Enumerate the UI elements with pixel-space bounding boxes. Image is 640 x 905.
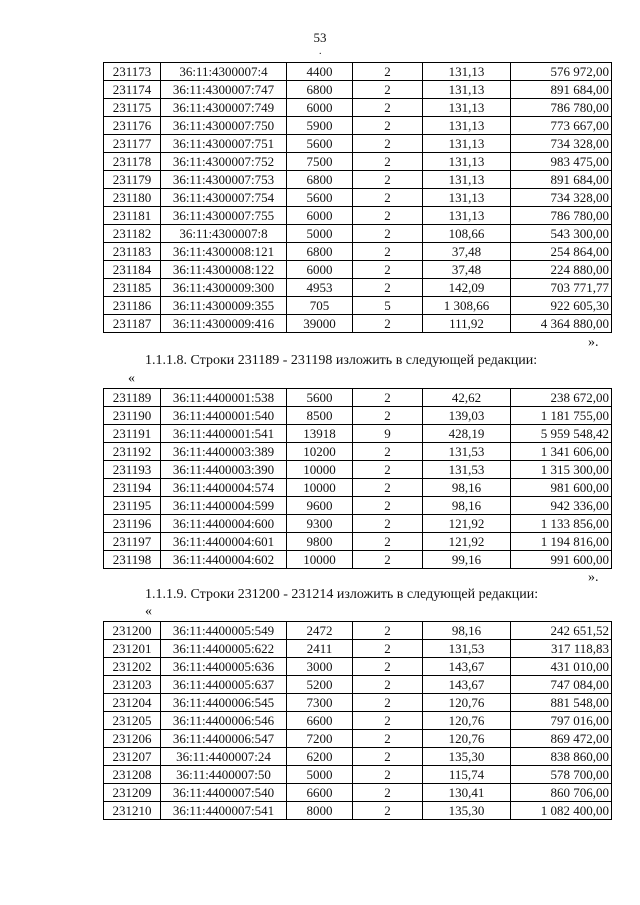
rate-cell: 131,13 [423, 153, 511, 171]
value-cell: 1 315 300,00 [511, 461, 612, 479]
cadastral-number-cell: 36:11:4400007:541 [161, 802, 287, 820]
code-cell: 2 [353, 676, 423, 694]
value-cell: 578 700,00 [511, 766, 612, 784]
cadastral-number-cell: 36:11:4400005:622 [161, 640, 287, 658]
cadastral-number-cell: 36:11:4300007:4 [161, 63, 287, 81]
code-cell: 2 [353, 766, 423, 784]
table-row [104, 622, 612, 640]
cadastral-number-cell: 36:11:4400005:637 [161, 676, 287, 694]
row-number-cell: 231201 [104, 640, 161, 658]
opening-quote: « [128, 371, 135, 386]
rate-cell: 121,92 [423, 533, 511, 551]
cadastral-number-cell: 36:11:4300007:750 [161, 117, 287, 135]
code-cell: 2 [353, 207, 423, 225]
row-number-cell: 231174 [104, 81, 161, 99]
rate-cell: 143,67 [423, 676, 511, 694]
cadastral-number-cell: 36:11:4400004:574 [161, 479, 287, 497]
cadastral-number-cell: 36:11:4400001:540 [161, 407, 287, 425]
cadastral-number-cell: 36:11:4400007:540 [161, 784, 287, 802]
table-row [104, 81, 612, 99]
value-cell: 881 548,00 [511, 694, 612, 712]
area-cell: 5000 [287, 225, 353, 243]
area-cell: 9300 [287, 515, 353, 533]
value-cell: 860 706,00 [511, 784, 612, 802]
rate-cell: 428,19 [423, 425, 511, 443]
paragraph-1-1-1-8: 1.1.1.8. Строки 231189 - 231198 изложить в следующей редакции: [145, 353, 538, 368]
row-number-cell: 231193 [104, 461, 161, 479]
code-cell: 5 [353, 297, 423, 315]
value-cell: 786 780,00 [511, 207, 612, 225]
rate-cell: 143,67 [423, 658, 511, 676]
area-cell: 6200 [287, 748, 353, 766]
rate-cell: 99,16 [423, 551, 511, 569]
value-cell: 786 780,00 [511, 99, 612, 117]
row-number-cell: 231178 [104, 153, 161, 171]
row-number-cell: 231195 [104, 497, 161, 515]
value-cell: 1 194 816,00 [511, 533, 612, 551]
cadastral-number-cell: 36:11:4300009:355 [161, 297, 287, 315]
cadastral-number-cell: 36:11:4400003:390 [161, 461, 287, 479]
rate-cell: 135,30 [423, 802, 511, 820]
table-row [104, 515, 612, 533]
code-cell: 2 [353, 533, 423, 551]
area-cell: 7500 [287, 153, 353, 171]
cadastral-number-cell: 36:11:4400004:600 [161, 515, 287, 533]
cadastral-number-cell: 36:11:4300007:752 [161, 153, 287, 171]
area-cell: 9600 [287, 497, 353, 515]
cadastral-number-cell: 36:11:4400006:545 [161, 694, 287, 712]
rate-cell: 120,76 [423, 730, 511, 748]
area-cell: 5600 [287, 389, 353, 407]
value-cell: 983 475,00 [511, 153, 612, 171]
code-cell: 2 [353, 243, 423, 261]
area-cell: 6800 [287, 171, 353, 189]
paragraph-1-1-1-9: 1.1.1.9. Строки 231200 - 231214 изложить в следующей редакции: [145, 587, 539, 602]
area-cell: 10200 [287, 443, 353, 461]
row-number-cell: 231179 [104, 171, 161, 189]
code-cell: 2 [353, 479, 423, 497]
code-cell: 2 [353, 802, 423, 820]
row-number-cell: 231182 [104, 225, 161, 243]
cadastral-table-2 [103, 388, 612, 569]
row-number-cell: 231189 [104, 389, 161, 407]
table-row [104, 640, 612, 658]
table-row [104, 694, 612, 712]
rate-cell: 115,74 [423, 766, 511, 784]
cadastral-number-cell: 36:11:4300007:755 [161, 207, 287, 225]
row-number-cell: 231191 [104, 425, 161, 443]
rate-cell: 131,53 [423, 443, 511, 461]
cadastral-number-cell: 36:11:4300007:754 [161, 189, 287, 207]
table-row [104, 479, 612, 497]
code-cell: 2 [353, 784, 423, 802]
rate-cell: 111,92 [423, 315, 511, 333]
rate-cell: 131,13 [423, 81, 511, 99]
row-number-cell: 231206 [104, 730, 161, 748]
code-cell: 2 [353, 315, 423, 333]
value-cell: 1 341 606,00 [511, 443, 612, 461]
value-cell: 238 672,00 [511, 389, 612, 407]
page-number: 53 [313, 30, 327, 45]
rate-cell: 120,76 [423, 694, 511, 712]
row-number-cell: 231187 [104, 315, 161, 333]
table-row [104, 117, 612, 135]
area-cell: 4400 [287, 63, 353, 81]
row-number-cell: 231197 [104, 533, 161, 551]
table-row [104, 766, 612, 784]
cadastral-number-cell: 36:11:4400001:538 [161, 389, 287, 407]
rate-cell: 120,76 [423, 712, 511, 730]
code-cell: 2 [353, 694, 423, 712]
value-cell: 4 364 880,00 [511, 315, 612, 333]
cadastral-number-cell: 36:11:4300007:8 [161, 225, 287, 243]
code-cell: 2 [353, 135, 423, 153]
table-row [104, 676, 612, 694]
area-cell: 5200 [287, 676, 353, 694]
code-cell: 2 [353, 63, 423, 81]
cadastral-number-cell: 36:11:4300007:753 [161, 171, 287, 189]
area-cell: 10000 [287, 479, 353, 497]
table-row [104, 407, 612, 425]
value-cell: 5 959 548,42 [511, 425, 612, 443]
opening-quote: « [145, 604, 152, 619]
rate-cell: 131,13 [423, 117, 511, 135]
area-cell: 7200 [287, 730, 353, 748]
cadastral-number-cell: 36:11:4300007:751 [161, 135, 287, 153]
cadastral-number-cell: 36:11:4400004:602 [161, 551, 287, 569]
rate-cell: 135,30 [423, 748, 511, 766]
cadastral-number-cell: 36:11:4400004:599 [161, 497, 287, 515]
code-cell: 2 [353, 171, 423, 189]
rate-cell: 131,53 [423, 461, 511, 479]
rate-cell: 139,03 [423, 407, 511, 425]
row-number-cell: 231203 [104, 676, 161, 694]
area-cell: 2411 [287, 640, 353, 658]
table-row [104, 207, 612, 225]
cadastral-number-cell: 36:11:4400005:636 [161, 658, 287, 676]
code-cell: 9 [353, 425, 423, 443]
row-number-cell: 231185 [104, 279, 161, 297]
cadastral-number-cell: 36:11:4400005:549 [161, 622, 287, 640]
rate-cell: 1 308,66 [423, 297, 511, 315]
table-row [104, 315, 612, 333]
area-cell: 5600 [287, 189, 353, 207]
cadastral-number-cell: 36:11:4300008:121 [161, 243, 287, 261]
area-cell: 10000 [287, 461, 353, 479]
area-cell: 2472 [287, 622, 353, 640]
cadastral-number-cell: 36:11:4400003:389 [161, 443, 287, 461]
value-cell: 734 328,00 [511, 135, 612, 153]
cadastral-table-3 [103, 621, 612, 820]
rate-cell: 98,16 [423, 497, 511, 515]
value-cell: 838 860,00 [511, 748, 612, 766]
value-cell: 576 972,00 [511, 63, 612, 81]
area-cell: 6800 [287, 243, 353, 261]
table-row [104, 189, 612, 207]
area-cell: 7300 [287, 694, 353, 712]
table-row [104, 658, 612, 676]
area-cell: 6000 [287, 207, 353, 225]
rate-cell: 131,13 [423, 171, 511, 189]
code-cell: 2 [353, 730, 423, 748]
code-cell: 2 [353, 515, 423, 533]
table-row [104, 443, 612, 461]
row-number-cell: 231198 [104, 551, 161, 569]
table-row [104, 802, 612, 820]
area-cell: 6000 [287, 261, 353, 279]
code-cell: 2 [353, 640, 423, 658]
area-cell: 13918 [287, 425, 353, 443]
rate-cell: 131,13 [423, 207, 511, 225]
row-number-cell: 231202 [104, 658, 161, 676]
row-number-cell: 231190 [104, 407, 161, 425]
cadastral-number-cell: 36:11:4400006:547 [161, 730, 287, 748]
cadastral-number-cell: 36:11:4400007:24 [161, 748, 287, 766]
table-row [104, 461, 612, 479]
value-cell: 797 016,00 [511, 712, 612, 730]
rate-cell: 108,66 [423, 225, 511, 243]
code-cell: 2 [353, 658, 423, 676]
area-cell: 6000 [287, 99, 353, 117]
value-cell: 224 880,00 [511, 261, 612, 279]
value-cell: 734 328,00 [511, 189, 612, 207]
table-row [104, 784, 612, 802]
area-cell: 3000 [287, 658, 353, 676]
cadastral-number-cell: 36:11:4400007:50 [161, 766, 287, 784]
row-number-cell: 231196 [104, 515, 161, 533]
value-cell: 317 118,83 [511, 640, 612, 658]
table-row [104, 497, 612, 515]
row-number-cell: 231192 [104, 443, 161, 461]
table-row [104, 243, 612, 261]
area-cell: 4953 [287, 279, 353, 297]
table-row [104, 63, 612, 81]
code-cell: 2 [353, 389, 423, 407]
row-number-cell: 231209 [104, 784, 161, 802]
area-cell: 8000 [287, 802, 353, 820]
rate-cell: 142,09 [423, 279, 511, 297]
cadastral-number-cell: 36:11:4400001:541 [161, 425, 287, 443]
table-row [104, 279, 612, 297]
code-cell: 2 [353, 261, 423, 279]
cadastral-number-cell: 36:11:4300007:749 [161, 99, 287, 117]
code-cell: 2 [353, 748, 423, 766]
value-cell: 991 600,00 [511, 551, 612, 569]
area-cell: 705 [287, 297, 353, 315]
row-number-cell: 231177 [104, 135, 161, 153]
rate-cell: 37,48 [423, 261, 511, 279]
area-cell: 6800 [287, 81, 353, 99]
code-cell: 2 [353, 153, 423, 171]
code-cell: 2 [353, 551, 423, 569]
row-number-cell: 231205 [104, 712, 161, 730]
area-cell: 6600 [287, 784, 353, 802]
row-number-cell: 231180 [104, 189, 161, 207]
row-number-cell: 231208 [104, 766, 161, 784]
value-cell: 1 082 400,00 [511, 802, 612, 820]
closing-quote: ». [588, 335, 599, 350]
area-cell: 6600 [287, 712, 353, 730]
table-row [104, 748, 612, 766]
area-cell: 5900 [287, 117, 353, 135]
code-cell: 2 [353, 279, 423, 297]
rate-cell: 121,92 [423, 515, 511, 533]
value-cell: 891 684,00 [511, 81, 612, 99]
code-cell: 2 [353, 622, 423, 640]
table-row [104, 389, 612, 407]
rate-cell: 131,13 [423, 189, 511, 207]
table-row [104, 153, 612, 171]
value-cell: 1 133 856,00 [511, 515, 612, 533]
area-cell: 5000 [287, 766, 353, 784]
value-cell: 773 667,00 [511, 117, 612, 135]
value-cell: 431 010,00 [511, 658, 612, 676]
value-cell: 254 864,00 [511, 243, 612, 261]
value-cell: 1 181 755,00 [511, 407, 612, 425]
code-cell: 2 [353, 81, 423, 99]
row-number-cell: 231204 [104, 694, 161, 712]
value-cell: 922 605,30 [511, 297, 612, 315]
cadastral-number-cell: 36:11:4400004:601 [161, 533, 287, 551]
value-cell: 703 771,77 [511, 279, 612, 297]
table-row [104, 533, 612, 551]
table-row [104, 551, 612, 569]
rate-cell: 42,62 [423, 389, 511, 407]
row-number-cell: 231176 [104, 117, 161, 135]
value-cell: 747 084,00 [511, 676, 612, 694]
value-cell: 242 651,52 [511, 622, 612, 640]
table-row [104, 99, 612, 117]
cadastral-number-cell: 36:11:4300009:300 [161, 279, 287, 297]
value-cell: 891 684,00 [511, 171, 612, 189]
code-cell: 2 [353, 712, 423, 730]
row-number-cell: 231173 [104, 63, 161, 81]
row-number-cell: 231175 [104, 99, 161, 117]
rate-cell: 131,13 [423, 135, 511, 153]
row-number-cell: 231183 [104, 243, 161, 261]
rate-cell: 130,41 [423, 784, 511, 802]
cadastral-number-cell: 36:11:4300007:747 [161, 81, 287, 99]
rate-cell: 131,13 [423, 99, 511, 117]
table-row [104, 425, 612, 443]
value-cell: 869 472,00 [511, 730, 612, 748]
rate-cell: 131,53 [423, 640, 511, 658]
table-row [104, 225, 612, 243]
code-cell: 2 [353, 497, 423, 515]
table-row [104, 261, 612, 279]
area-cell: 8500 [287, 407, 353, 425]
value-cell: 942 336,00 [511, 497, 612, 515]
code-cell: 2 [353, 407, 423, 425]
cadastral-number-cell: 36:11:4300009:416 [161, 315, 287, 333]
code-cell: 2 [353, 117, 423, 135]
code-cell: 2 [353, 189, 423, 207]
rate-cell: 37,48 [423, 243, 511, 261]
closing-quote: ». [588, 570, 599, 585]
code-cell: 2 [353, 99, 423, 117]
table-row [104, 712, 612, 730]
row-number-cell: 231186 [104, 297, 161, 315]
row-number-cell: 231207 [104, 748, 161, 766]
cadastral-number-cell: 36:11:4400006:546 [161, 712, 287, 730]
row-number-cell: 231184 [104, 261, 161, 279]
area-cell: 10000 [287, 551, 353, 569]
row-number-cell: 231181 [104, 207, 161, 225]
value-cell: 543 300,00 [511, 225, 612, 243]
row-number-cell: 231200 [104, 622, 161, 640]
row-number-cell: 231210 [104, 802, 161, 820]
area-cell: 39000 [287, 315, 353, 333]
cadastral-table-1 [103, 62, 612, 333]
area-cell: 9800 [287, 533, 353, 551]
rate-cell: 131,13 [423, 63, 511, 81]
table-row [104, 730, 612, 748]
table-row [104, 171, 612, 189]
code-cell: 2 [353, 443, 423, 461]
cadastral-number-cell: 36:11:4300008:122 [161, 261, 287, 279]
table-row [104, 135, 612, 153]
value-cell: 981 600,00 [511, 479, 612, 497]
rate-cell: 98,16 [423, 479, 511, 497]
table-row [104, 297, 612, 315]
area-cell: 5600 [287, 135, 353, 153]
scan-dot: . [319, 46, 322, 57]
code-cell: 2 [353, 225, 423, 243]
code-cell: 2 [353, 461, 423, 479]
row-number-cell: 231194 [104, 479, 161, 497]
rate-cell: 98,16 [423, 622, 511, 640]
